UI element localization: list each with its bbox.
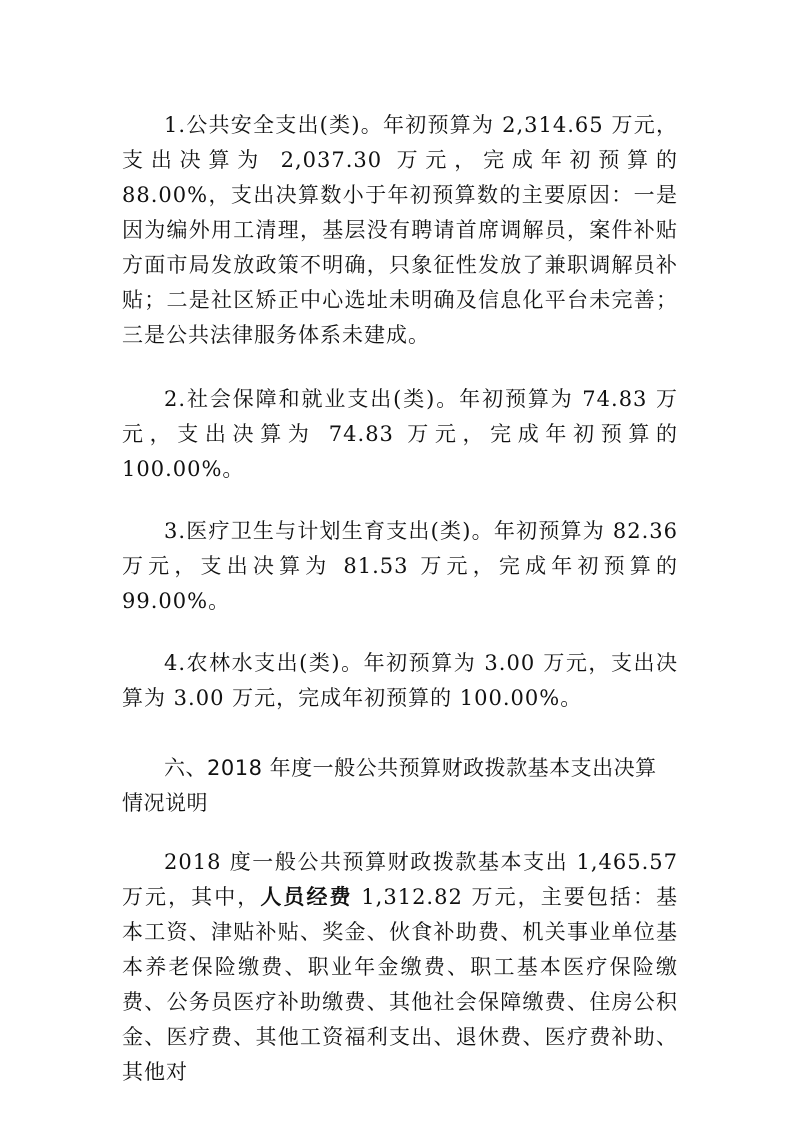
paragraph-medical-health: 3.医疗卫生与计划生育支出(类)。年初预算为 82.36 万元，支出决算为 81.53 万元，完成年初预算的 99.00%。 [122,519,678,613]
paragraph-basic-expenditure [122,845,678,1090]
paragraph-public-security: 1.公共安全支出(类)。年初预算为 2,314.65 万元，支出决算为 2,037.30 万元，完成年初预算的 88.00%，支出决算数小于年初预算数的主要原因：一是因为编外用工清理，基层没有聘请首席调解员，案件补贴方面市局发放政策不明确，只象征性发放了兼职调解员补贴；二是社区矫正中心选址未明确及信息化平台未完善；三是公共法律服务体系未建成。 [122,113,678,347]
section-heading: 六、2018 年度一般公共预算财政拨款基本支出决算情况说明 [122,756,657,815]
paragraph-social-security: 2.社会保障和就业支出(类)。年初预算为 74.83 万元，支出决算为 74.83 万元，完成年初预算的 100.00%。 [122,387,678,481]
paragraph-agriculture: 4.农林水支出(类)。年初预算为 3.00 万元，支出决算为 3.00 万元，完成年初预算的 100.00%。 [122,651,678,710]
personnel-expense-label: 人员经费 [260,885,353,909]
document-page [122,108,678,1090]
basic-expenditure-details: 1,312.82 万元，主要包括：基本工资、津贴补贴、奖金、伙食补助费、机关事业单位基本养老保险缴费、职业年金缴费、职工基本医疗保险缴费、公务员医疗补助缴费、其他社会保障缴费、住房公积金、医疗费、其他工资福利支出、退休费、医疗费补助、其他对 [122,885,679,1084]
basic-expenditure-intro: 2018 度一般公共预算财政拨款基本支出 1,465.57 万元，其中， [122,850,678,909]
